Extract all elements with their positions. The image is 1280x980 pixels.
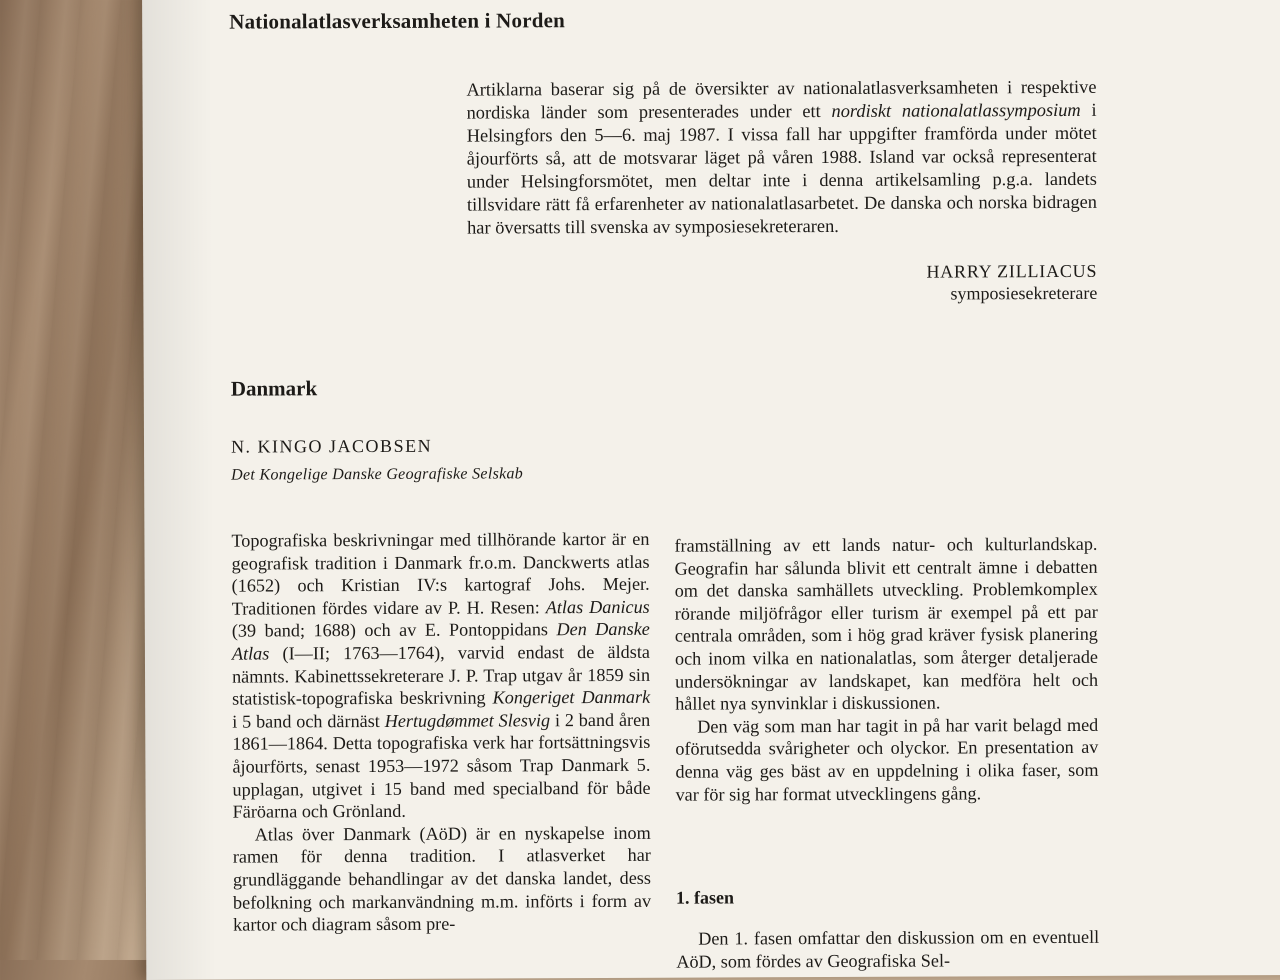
page-title: Nationalatlasverksamheten i Norden (229, 8, 566, 34)
section-title: Danmark (230, 376, 318, 401)
intro-paragraph: Artiklarna baserar sig på de översikter av nationalatlasverksamheten i respektive nordiska länder som presenterades under ett nordiskt nationalatlassymposium i Helsingfors den 5—6. maj 1987. I vissa fall har uppgifter framförda under mötet åjourförts så, att de motsvarar läget på våren 1988. Island var också representerat under Helsingforsmötet, men deltar inte i denna artikelsamling p.g.a. landets tillsvidare rätt få erfarenheter av nationalatlasarbetet. De danska och norska bidragen har översatts till svenska av symposiesekreteraren. (466, 76, 1098, 238)
right-paragraph-2: Den väg som man har tagit in på har varit belagd med oförutsedda svårigheter och olyckor. En presentation av denna väg ges bäst av en uppdelning i olika faser, som var för sig har format utvecklingens gång. (675, 714, 1099, 805)
left-paragraph-1: Topografiska beskrivningar med tillhörande kartor är en geografisk tradition i Danmark fr.o.m. Danckwerts atlas (1652) och Kristian IV:s kartograf Johs. Mejer. Traditionen fördes vidare av P. H. Resen: Atlas Danicus (39 band; 1688) och av E. Pontoppidans Den Danske Atlas (I—II; 1763—1764), varvid endast de äldsta nämnts. Kabinettssekreterare J. P. Trap utgav år 1859 sin statistisk-topografiska beskrivning Kongeriget Danmark i 5 band och därnäst Hertugdømmet Slesvig i 2 band åren 1861—1864. Detta topografiska verk har fortsättningsvis åjourförts, senast 1953—1972 såsom Trap Danmark 5. upplagan, utgivet i 15 band med specialband för både Färöarna och Grönland. (231, 528, 651, 822)
right-paragraph-3: Den 1. fasen omfattar den diskussion om en eventuell AöD, som fördes av Geografiska Sel- (676, 926, 1100, 972)
right-column (674, 533, 1098, 806)
document-page (142, 0, 1280, 980)
left-paragraph-2: Atlas över Danmark (AöD) är en nyskapelse inom ramen för denna tradition. I atlasverket har grundläggande behandlingar av det danska landet, dess befolkning och markanvändning m.m. införts i form av kartor och diagram såsom pre- (232, 822, 652, 935)
signature-name: HARRY ZILLIACUS (926, 260, 1098, 282)
left-column (231, 528, 651, 937)
signature (783, 260, 1097, 305)
right-paragraph-1: framställning av ett lands natur- och kulturlandskap. Geografin har sålunda blivit ett centralt ämne i debatten om det danska samhällets utveckling. Problemkomplex rörande miljöfrågor eller turism är exempel på ett par centrala områden, som i hög grad kräver fysisk planering och inom vilka en nationalatlas, som återger detaljerade undersökningar av landskapet, kan medföra helt och hållet nya synvinklar i diskussionen. (674, 533, 1099, 714)
author-affiliation: Det Kongelige Danske Geografiske Selskab (231, 465, 524, 484)
author-name: N. KINGO JACOBSEN (230, 435, 433, 457)
subheading: 1. fasen (675, 887, 735, 908)
signature-role: symposiesekreterare (950, 282, 1098, 304)
